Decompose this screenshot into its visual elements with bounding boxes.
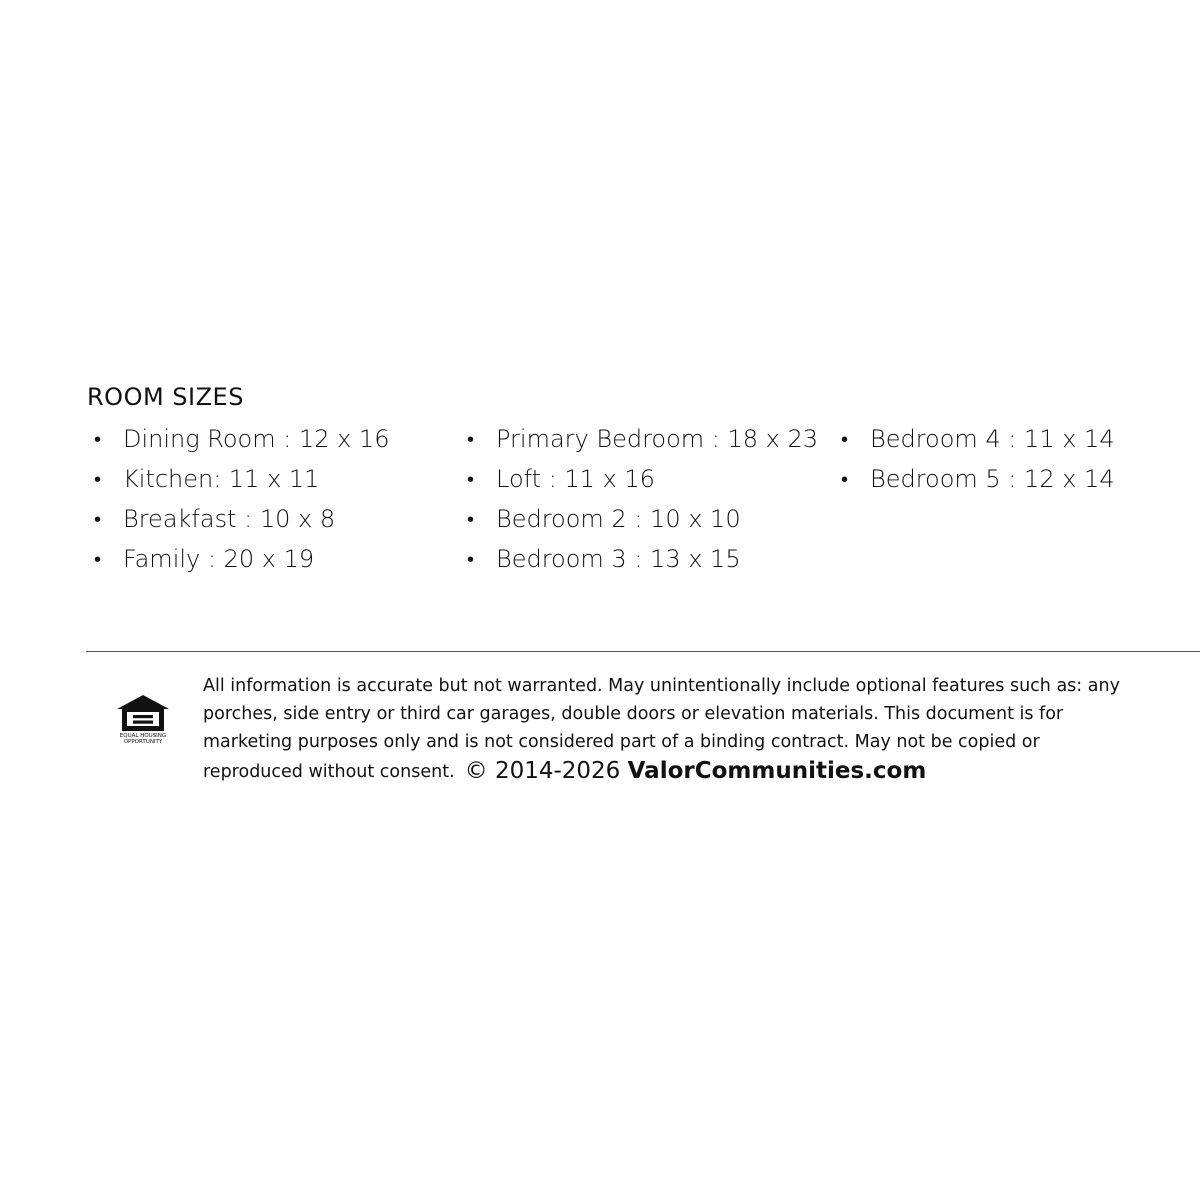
- equal-housing-text: EQUAL HOUSING: [119, 733, 167, 739]
- room-size-text: Family : 20 x 19: [123, 545, 315, 573]
- disclaimer-text: [203, 672, 1143, 786]
- room-list-column-2: [460, 422, 818, 582]
- bullet: •: [94, 467, 102, 491]
- list-item: [87, 502, 390, 542]
- room-size-text: Breakfast : 10 x 8: [123, 505, 336, 533]
- room-sizes-heading: ROOM SIZES: [87, 383, 244, 411]
- bullet: •: [467, 547, 475, 571]
- bullet: •: [467, 507, 475, 531]
- list-item: [460, 542, 818, 582]
- bullet: •: [841, 427, 849, 451]
- list-item: [460, 502, 818, 542]
- divider: [86, 651, 1200, 652]
- disclaimer-body: All information is accurate but not warranted. May unintentionally include optional features such as: any porches, side entry or third car garages, double doors or elevation materials. This document is for marketing purposes only and is not considered part of a binding contract. May not be copied or reproduced without consent.: [203, 676, 1120, 782]
- room-size-text: Bedroom 3 : 13 x 15: [496, 545, 741, 573]
- bullet: •: [467, 467, 475, 491]
- bullet: •: [94, 547, 102, 571]
- list-item: [834, 462, 1115, 502]
- bullet: •: [841, 467, 849, 491]
- copyright-notice: [465, 758, 927, 784]
- list-item: [87, 422, 390, 462]
- equal-housing-house-icon: [115, 693, 171, 733]
- room-size-text: Loft : 11 x 16: [496, 465, 655, 493]
- room-size-text: Primary Bedroom : 18 x 23: [496, 425, 819, 453]
- list-item: [87, 462, 390, 502]
- opportunity-text: OPPORTUNITY: [123, 739, 163, 745]
- brand-website: ValorCommunities.com: [627, 758, 927, 784]
- room-list-column-1: [87, 422, 390, 582]
- copyright-years: © 2014-2026: [464, 758, 621, 784]
- bullet: •: [94, 427, 102, 451]
- list-item: [460, 462, 818, 502]
- room-size-text: Bedroom 4 : 11 x 14: [870, 425, 1115, 453]
- room-size-text: Kitchen: 11 x 11: [123, 465, 320, 493]
- room-list-column-3: [834, 422, 1115, 502]
- bullet: •: [467, 427, 475, 451]
- list-item: [87, 542, 390, 582]
- list-item: [834, 422, 1115, 462]
- room-size-text: Bedroom 2 : 10 x 10: [496, 505, 741, 533]
- equal-housing-logo: [115, 693, 171, 749]
- bullet: •: [94, 507, 102, 531]
- room-size-text: Bedroom 5 : 12 x 14: [870, 465, 1115, 493]
- room-size-text: Dining Room : 12 x 16: [123, 425, 390, 453]
- list-item: [460, 422, 818, 462]
